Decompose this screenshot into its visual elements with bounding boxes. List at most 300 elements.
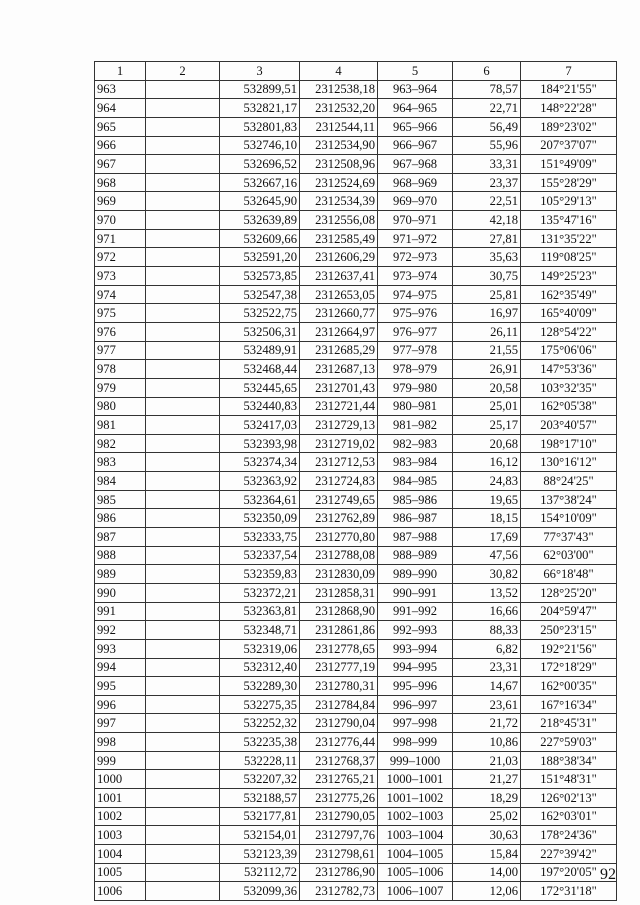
table-row: [95, 434, 617, 453]
y-coordinate-cell: 2312788,08: [300, 546, 378, 565]
y-coordinate-cell: 2312768,37: [300, 751, 378, 770]
segment-cell: 974–975: [378, 285, 453, 304]
length-cell: 16,66: [453, 602, 521, 621]
angle-cell: 250°23'15": [521, 621, 617, 640]
length-cell: 21,55: [453, 341, 521, 360]
angle-cell: 172°31'18": [521, 882, 617, 901]
empty-cell: [146, 770, 220, 789]
y-coordinate-cell: 2312637,41: [300, 267, 378, 286]
x-coordinate-cell: 532801,83: [220, 117, 300, 136]
table-row: [95, 285, 617, 304]
segment-cell: 993–994: [378, 639, 453, 658]
point-number-cell: 1004: [95, 844, 146, 863]
point-number-cell: 973: [95, 267, 146, 286]
point-number-cell: 999: [95, 751, 146, 770]
segment-cell: 980–981: [378, 397, 453, 416]
table-row: [95, 397, 617, 416]
angle-cell: 207°37'07": [521, 136, 617, 155]
y-coordinate-cell: 2312784,84: [300, 695, 378, 714]
segment-cell: 995–996: [378, 677, 453, 696]
empty-cell: [146, 304, 220, 323]
segment-cell: 976–977: [378, 322, 453, 341]
segment-cell: 997–998: [378, 714, 453, 733]
segment-cell: 968–969: [378, 173, 453, 192]
table-row: [95, 863, 617, 882]
empty-cell: [146, 434, 220, 453]
empty-cell: [146, 192, 220, 211]
length-cell: 26,91: [453, 360, 521, 379]
x-coordinate-cell: 532468,44: [220, 360, 300, 379]
y-coordinate-cell: 2312524,69: [300, 173, 378, 192]
segment-cell: 972–973: [378, 248, 453, 267]
table-row: [95, 770, 617, 789]
table-row: [95, 602, 617, 621]
angle-cell: 155°28'29": [521, 173, 617, 192]
y-coordinate-cell: 2312532,20: [300, 99, 378, 118]
point-number-cell: 982: [95, 434, 146, 453]
segment-cell: 990–991: [378, 583, 453, 602]
table-row: [95, 528, 617, 547]
empty-cell: [146, 863, 220, 882]
table-row: [95, 826, 617, 845]
y-coordinate-cell: 2312749,65: [300, 490, 378, 509]
point-number-cell: 975: [95, 304, 146, 323]
point-number-cell: 986: [95, 509, 146, 528]
point-number-cell: 977: [95, 341, 146, 360]
segment-cell: 970–971: [378, 211, 453, 230]
segment-cell: 963–964: [378, 80, 453, 99]
empty-cell: [146, 229, 220, 248]
x-coordinate-cell: 532177,81: [220, 807, 300, 826]
segment-cell: 967–968: [378, 155, 453, 174]
length-cell: 12,06: [453, 882, 521, 901]
segment-cell: 979–980: [378, 378, 453, 397]
angle-cell: 203°40'57": [521, 416, 617, 435]
length-cell: 23,31: [453, 658, 521, 677]
column-header: 3: [220, 62, 300, 81]
table-row: [95, 360, 617, 379]
length-cell: 23,37: [453, 173, 521, 192]
column-header: 6: [453, 62, 521, 81]
column-header: 7: [521, 62, 617, 81]
y-coordinate-cell: 2312782,73: [300, 882, 378, 901]
segment-cell: 983–984: [378, 453, 453, 472]
angle-cell: 88°24'25": [521, 472, 617, 491]
table-row: [95, 677, 617, 696]
segment-cell: 1005–1006: [378, 863, 453, 882]
length-cell: 26,11: [453, 322, 521, 341]
y-coordinate-cell: 2312534,39: [300, 192, 378, 211]
point-number-cell: 969: [95, 192, 146, 211]
point-number-cell: 1005: [95, 863, 146, 882]
point-number-cell: 978: [95, 360, 146, 379]
table-row: [95, 639, 617, 658]
table-row: [95, 229, 617, 248]
segment-cell: 991–992: [378, 602, 453, 621]
y-coordinate-cell: 2312653,05: [300, 285, 378, 304]
table-row: [95, 117, 617, 136]
x-coordinate-cell: 532333,75: [220, 528, 300, 547]
point-number-cell: 992: [95, 621, 146, 640]
point-number-cell: 994: [95, 658, 146, 677]
point-number-cell: 968: [95, 173, 146, 192]
column-header: 2: [146, 62, 220, 81]
y-coordinate-cell: 2312687,13: [300, 360, 378, 379]
length-cell: 25,01: [453, 397, 521, 416]
segment-cell: 978–979: [378, 360, 453, 379]
table-header: [95, 62, 617, 81]
table-row: [95, 136, 617, 155]
y-coordinate-cell: 2312797,76: [300, 826, 378, 845]
empty-cell: [146, 583, 220, 602]
point-number-cell: 996: [95, 695, 146, 714]
angle-cell: 167°16'34": [521, 695, 617, 714]
y-coordinate-cell: 2312606,29: [300, 248, 378, 267]
x-coordinate-cell: 532363,81: [220, 602, 300, 621]
segment-cell: 992–993: [378, 621, 453, 640]
angle-cell: 130°16'12": [521, 453, 617, 472]
length-cell: 6,82: [453, 639, 521, 658]
empty-cell: [146, 490, 220, 509]
point-number-cell: 990: [95, 583, 146, 602]
empty-cell: [146, 453, 220, 472]
x-coordinate-cell: 532312,40: [220, 658, 300, 677]
table-row: [95, 882, 617, 901]
y-coordinate-cell: 2312660,77: [300, 304, 378, 323]
page-number: 92: [600, 866, 616, 883]
x-coordinate-cell: 532547,38: [220, 285, 300, 304]
empty-cell: [146, 360, 220, 379]
empty-cell: [146, 285, 220, 304]
empty-cell: [146, 639, 220, 658]
length-cell: 19,65: [453, 490, 521, 509]
empty-cell: [146, 621, 220, 640]
y-coordinate-cell: 2312780,31: [300, 677, 378, 696]
point-number-cell: 966: [95, 136, 146, 155]
angle-cell: 172°18'29": [521, 658, 617, 677]
point-number-cell: 964: [95, 99, 146, 118]
angle-cell: 178°24'36": [521, 826, 617, 845]
y-coordinate-cell: 2312538,18: [300, 80, 378, 99]
segment-cell: 969–970: [378, 192, 453, 211]
empty-cell: [146, 844, 220, 863]
x-coordinate-cell: 532252,32: [220, 714, 300, 733]
angle-cell: 175°06'06": [521, 341, 617, 360]
segment-cell: 999–1000: [378, 751, 453, 770]
table-row: [95, 267, 617, 286]
point-number-cell: 1003: [95, 826, 146, 845]
table-row: [95, 695, 617, 714]
y-coordinate-cell: 2312778,65: [300, 639, 378, 658]
length-cell: 21,72: [453, 714, 521, 733]
angle-cell: 162°03'01": [521, 807, 617, 826]
length-cell: 20,68: [453, 434, 521, 453]
length-cell: 21,27: [453, 770, 521, 789]
angle-cell: 189°23'02": [521, 117, 617, 136]
segment-cell: 1003–1004: [378, 826, 453, 845]
length-cell: 21,03: [453, 751, 521, 770]
angle-cell: 131°35'22": [521, 229, 617, 248]
table-row: [95, 472, 617, 491]
table-row: [95, 211, 617, 230]
length-cell: 22,51: [453, 192, 521, 211]
x-coordinate-cell: 532363,92: [220, 472, 300, 491]
table-row: [95, 788, 617, 807]
point-number-cell: 1001: [95, 788, 146, 807]
length-cell: 18,29: [453, 788, 521, 807]
angle-cell: 128°54'22": [521, 322, 617, 341]
x-coordinate-cell: 532609,66: [220, 229, 300, 248]
length-cell: 47,56: [453, 546, 521, 565]
segment-cell: 985–986: [378, 490, 453, 509]
x-coordinate-cell: 532235,38: [220, 733, 300, 752]
point-number-cell: 971: [95, 229, 146, 248]
table-row: [95, 733, 617, 752]
length-cell: 56,49: [453, 117, 521, 136]
length-cell: 20,58: [453, 378, 521, 397]
table-row: [95, 304, 617, 323]
empty-cell: [146, 211, 220, 230]
angle-cell: 165°40'09": [521, 304, 617, 323]
empty-cell: [146, 565, 220, 584]
segment-cell: 966–967: [378, 136, 453, 155]
segment-cell: 965–966: [378, 117, 453, 136]
segment-cell: 971–972: [378, 229, 453, 248]
y-coordinate-cell: 2312701,43: [300, 378, 378, 397]
y-coordinate-cell: 2312868,90: [300, 602, 378, 621]
x-coordinate-cell: 532359,83: [220, 565, 300, 584]
x-coordinate-cell: 532372,21: [220, 583, 300, 602]
y-coordinate-cell: 2312790,05: [300, 807, 378, 826]
empty-cell: [146, 136, 220, 155]
point-number-cell: 997: [95, 714, 146, 733]
y-coordinate-cell: 2312544,11: [300, 117, 378, 136]
y-coordinate-cell: 2312786,90: [300, 863, 378, 882]
x-coordinate-cell: 532489,91: [220, 341, 300, 360]
x-coordinate-cell: 532506,31: [220, 322, 300, 341]
length-cell: 30,82: [453, 565, 521, 584]
length-cell: 18,15: [453, 509, 521, 528]
segment-cell: 1001–1002: [378, 788, 453, 807]
angle-cell: 126°02'13": [521, 788, 617, 807]
segment-cell: 984–985: [378, 472, 453, 491]
x-coordinate-cell: 532350,09: [220, 509, 300, 528]
empty-cell: [146, 341, 220, 360]
angle-cell: 148°22'28": [521, 99, 617, 118]
angle-cell: 137°38'24": [521, 490, 617, 509]
angle-cell: 151°48'31": [521, 770, 617, 789]
length-cell: 88,33: [453, 621, 521, 640]
segment-cell: 996–997: [378, 695, 453, 714]
y-coordinate-cell: 2312719,02: [300, 434, 378, 453]
empty-cell: [146, 397, 220, 416]
x-coordinate-cell: 532591,20: [220, 248, 300, 267]
segment-cell: 981–982: [378, 416, 453, 435]
x-coordinate-cell: 532348,71: [220, 621, 300, 640]
y-coordinate-cell: 2312777,19: [300, 658, 378, 677]
empty-cell: [146, 733, 220, 752]
segment-cell: 998–999: [378, 733, 453, 752]
x-coordinate-cell: 532099,36: [220, 882, 300, 901]
y-coordinate-cell: 2312508,96: [300, 155, 378, 174]
length-cell: 23,61: [453, 695, 521, 714]
length-cell: 13,52: [453, 583, 521, 602]
table-row: [95, 490, 617, 509]
point-number-cell: 983: [95, 453, 146, 472]
empty-cell: [146, 173, 220, 192]
empty-cell: [146, 714, 220, 733]
segment-cell: 988–989: [378, 546, 453, 565]
point-number-cell: 972: [95, 248, 146, 267]
table-row: [95, 453, 617, 472]
empty-cell: [146, 155, 220, 174]
length-cell: 15,84: [453, 844, 521, 863]
length-cell: 14,67: [453, 677, 521, 696]
y-coordinate-cell: 2312775,26: [300, 788, 378, 807]
length-cell: 22,71: [453, 99, 521, 118]
segment-cell: 964–965: [378, 99, 453, 118]
length-cell: 25,17: [453, 416, 521, 435]
angle-cell: 162°00'35": [521, 677, 617, 696]
angle-cell: 103°32'35": [521, 378, 617, 397]
segment-cell: 1006–1007: [378, 882, 453, 901]
y-coordinate-cell: 2312858,31: [300, 583, 378, 602]
table-row: [95, 416, 617, 435]
empty-cell: [146, 267, 220, 286]
point-number-cell: 998: [95, 733, 146, 752]
empty-cell: [146, 546, 220, 565]
x-coordinate-cell: 532337,54: [220, 546, 300, 565]
empty-cell: [146, 248, 220, 267]
segment-cell: 1004–1005: [378, 844, 453, 863]
empty-cell: [146, 751, 220, 770]
table-row: [95, 248, 617, 267]
angle-cell: 184°21'55": [521, 80, 617, 99]
point-number-cell: 984: [95, 472, 146, 491]
x-coordinate-cell: 532645,90: [220, 192, 300, 211]
angle-cell: 192°21'56": [521, 639, 617, 658]
y-coordinate-cell: 2312664,97: [300, 322, 378, 341]
y-coordinate-cell: 2312770,80: [300, 528, 378, 547]
y-coordinate-cell: 2312712,53: [300, 453, 378, 472]
point-number-cell: 974: [95, 285, 146, 304]
angle-cell: 198°17'10": [521, 434, 617, 453]
empty-cell: [146, 378, 220, 397]
angle-cell: 162°35'49": [521, 285, 617, 304]
length-cell: 33,31: [453, 155, 521, 174]
empty-cell: [146, 509, 220, 528]
length-cell: 16,97: [453, 304, 521, 323]
angle-cell: 147°53'36": [521, 360, 617, 379]
empty-cell: [146, 882, 220, 901]
x-coordinate-cell: 532207,32: [220, 770, 300, 789]
y-coordinate-cell: 2312729,13: [300, 416, 378, 435]
length-cell: 25,02: [453, 807, 521, 826]
x-coordinate-cell: 532188,57: [220, 788, 300, 807]
point-number-cell: 965: [95, 117, 146, 136]
point-number-cell: 1006: [95, 882, 146, 901]
x-coordinate-cell: 532289,30: [220, 677, 300, 696]
table-row: [95, 807, 617, 826]
point-number-cell: 980: [95, 397, 146, 416]
table-row: [95, 173, 617, 192]
length-cell: 42,18: [453, 211, 521, 230]
angle-cell: 62°03'00": [521, 546, 617, 565]
table-row: [95, 99, 617, 118]
angle-cell: 128°25'20": [521, 583, 617, 602]
segment-cell: 986–987: [378, 509, 453, 528]
y-coordinate-cell: 2312585,49: [300, 229, 378, 248]
angle-cell: 77°37'43": [521, 528, 617, 547]
x-coordinate-cell: 532746,10: [220, 136, 300, 155]
table-row: [95, 546, 617, 565]
empty-cell: [146, 658, 220, 677]
table-row: [95, 565, 617, 584]
empty-cell: [146, 788, 220, 807]
length-cell: 24,83: [453, 472, 521, 491]
x-coordinate-cell: 532440,83: [220, 397, 300, 416]
length-cell: 17,69: [453, 528, 521, 547]
length-cell: 30,75: [453, 267, 521, 286]
segment-cell: 1002–1003: [378, 807, 453, 826]
x-coordinate-cell: 532639,89: [220, 211, 300, 230]
x-coordinate-cell: 532821,17: [220, 99, 300, 118]
x-coordinate-cell: 532393,98: [220, 434, 300, 453]
angle-cell: 149°25'23": [521, 267, 617, 286]
x-coordinate-cell: 532445,65: [220, 378, 300, 397]
x-coordinate-cell: 532319,06: [220, 639, 300, 658]
table-row: [95, 155, 617, 174]
empty-cell: [146, 472, 220, 491]
x-coordinate-cell: 532364,61: [220, 490, 300, 509]
x-coordinate-cell: 532123,39: [220, 844, 300, 863]
angle-cell: 227°39'42": [521, 844, 617, 863]
segment-cell: 989–990: [378, 565, 453, 584]
length-cell: 16,12: [453, 453, 521, 472]
empty-cell: [146, 80, 220, 99]
segment-cell: 987–988: [378, 528, 453, 547]
point-number-cell: 979: [95, 378, 146, 397]
angle-cell: 162°05'38": [521, 397, 617, 416]
angle-cell: 135°47'16": [521, 211, 617, 230]
segment-cell: 982–983: [378, 434, 453, 453]
point-number-cell: 988: [95, 546, 146, 565]
y-coordinate-cell: 2312830,09: [300, 565, 378, 584]
table-row: [95, 844, 617, 863]
point-number-cell: 989: [95, 565, 146, 584]
empty-cell: [146, 528, 220, 547]
x-coordinate-cell: 532522,75: [220, 304, 300, 323]
empty-cell: [146, 99, 220, 118]
length-cell: 55,96: [453, 136, 521, 155]
angle-cell: 197°20'05": [521, 863, 617, 882]
angle-cell: 154°10'09": [521, 509, 617, 528]
segment-cell: 973–974: [378, 267, 453, 286]
angle-cell: 66°18'48": [521, 565, 617, 584]
x-coordinate-cell: 532228,11: [220, 751, 300, 770]
length-cell: 35,63: [453, 248, 521, 267]
table-row: [95, 714, 617, 733]
y-coordinate-cell: 2312685,29: [300, 341, 378, 360]
table-row: [95, 341, 617, 360]
table-body: [95, 80, 617, 900]
length-cell: 10,86: [453, 733, 521, 752]
point-number-cell: 991: [95, 602, 146, 621]
table-row: [95, 80, 617, 99]
length-cell: 30,63: [453, 826, 521, 845]
x-coordinate-cell: 532374,34: [220, 453, 300, 472]
empty-cell: [146, 602, 220, 621]
